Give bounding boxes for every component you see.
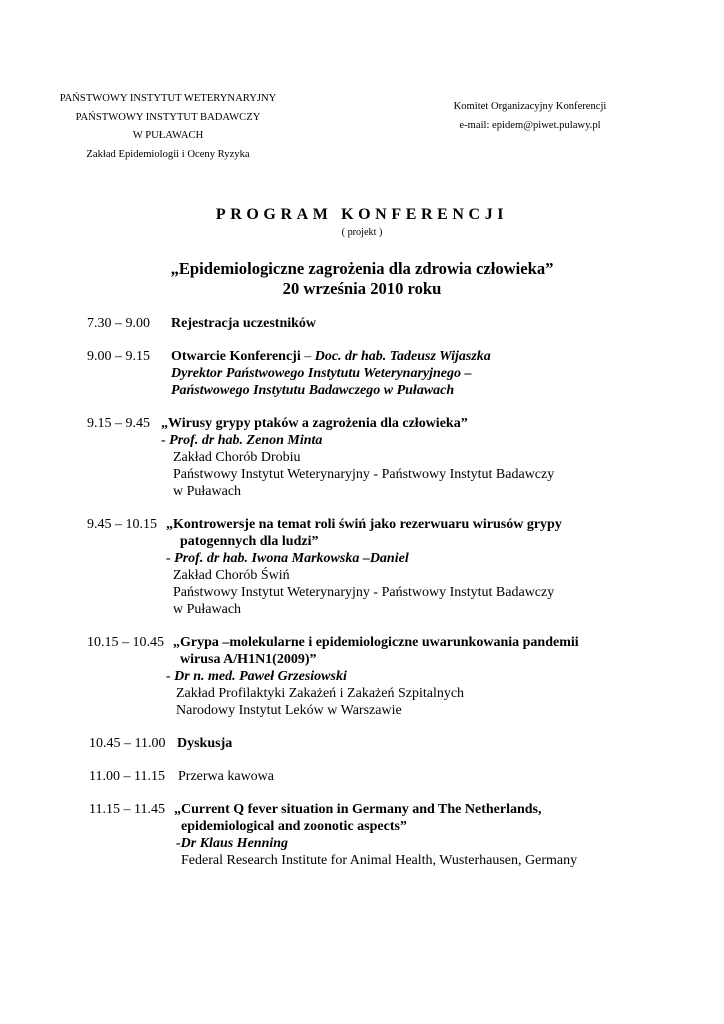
speaker-name: - Prof. dr hab. Iwona Markowska –Daniel xyxy=(166,551,409,566)
schedule-time: 7.30 – 9.00 xyxy=(87,316,150,331)
schedule-entry xyxy=(171,348,491,365)
schedule-title: „Wirusy grypy ptaków a zagrożenia dla człowieka” xyxy=(161,416,468,431)
affiliation-line: Narodowy Instytut Leków w Warszawie xyxy=(176,703,402,718)
institute-line: PAŃSTWOWY INSTYTUT WETERYNARYJNY xyxy=(59,93,277,104)
conference-title xyxy=(0,259,724,299)
affiliation-line: w Puławach xyxy=(173,484,242,499)
committee-header xyxy=(440,98,620,135)
institute-header xyxy=(46,90,290,164)
schedule-time: 9.15 – 9.45 xyxy=(87,416,150,431)
speaker-name: - Dr n. med. Paweł Grzesiowski xyxy=(166,669,347,684)
speaker-name: - Prof. dr hab. Zenon Minta xyxy=(161,433,323,448)
committee-name: Komitet Organizacyjny Konferencji xyxy=(453,101,607,112)
affiliation-line: Państwowy Instytut Weterynaryjny - Państwowy Instytut Badawczy xyxy=(173,585,555,600)
schedule-time: 9.45 – 10.15 xyxy=(87,517,157,532)
schedule-title: „Kontrowersje na temat roli świń jako rezerwuaru wirusów grypy xyxy=(166,517,562,532)
speaker-name: Doc. dr hab. Tadeusz Wijaszka xyxy=(314,349,491,364)
schedule-time: 11.15 – 11.45 xyxy=(89,802,165,817)
affiliation-line: Zakład Chorób Świń xyxy=(173,568,290,583)
schedule-title: „Grypa –molekularne i epidemiologiczne uwarunkowania pandemii xyxy=(173,635,579,650)
institute-line: W PUŁAWACH xyxy=(132,130,204,141)
schedule-title: „Current Q fever situation in Germany and The Netherlands, xyxy=(174,802,542,817)
institute-line: PAŃSTWOWY INSTYTUT BADAWCZY xyxy=(75,111,261,123)
speaker-role: Państwowego Instytutu Badawczego w Puławach xyxy=(171,383,455,398)
speaker-role: Dyrektor Państwowego Instytutu Weterynaryjnego – xyxy=(171,366,472,381)
affiliation-line: Zakład Chorób Drobiu xyxy=(173,450,301,465)
schedule-title: Przerwa kawowa xyxy=(178,769,275,784)
program-title: PROGRAM KONFERENCJI xyxy=(215,206,509,223)
schedule-time: 10.15 – 10.45 xyxy=(87,635,164,650)
affiliation-line: Zakład Profilaktyki Zakażeń i Zakażeń Szpitalnych xyxy=(176,686,465,701)
schedule-title-cont: wirusa A/H1N1(2009)” xyxy=(180,652,317,667)
committee-email: e-mail: epidem@piwet.pulawy.pl xyxy=(459,119,601,131)
affiliation-line: Państwowy Instytut Weterynaryjny - Państwowy Instytut Badawczy xyxy=(173,467,555,482)
speaker-name: -Dr Klaus Henning xyxy=(176,836,289,851)
separator: – xyxy=(300,349,315,364)
affiliation-line: Federal Research Institute for Animal Health, Wusterhausen, Germany xyxy=(181,853,578,868)
affiliation-line: w Puławach xyxy=(173,602,242,617)
institute-line: Zakład Epidemiologii i Oceny Ryzyka xyxy=(86,148,250,160)
schedule-title: Rejestracja uczestników xyxy=(171,316,317,331)
conference-name: „Epidemiologiczne zagrożenia dla zdrowia człowieka” xyxy=(170,259,554,278)
program-subtitle: ( projekt ) xyxy=(341,227,383,238)
schedule-time: 10.45 – 11.00 xyxy=(89,736,166,751)
conference-date: 20 września 2010 roku xyxy=(282,279,442,298)
schedule-title: Dyskusja xyxy=(177,736,233,751)
schedule-time: 11.00 – 11.15 xyxy=(89,769,165,784)
schedule-title-cont: patogennych dla ludzi” xyxy=(180,534,319,549)
schedule-time: 9.00 – 9.15 xyxy=(87,349,150,364)
schedule-title-cont: epidemiological and zoonotic aspects” xyxy=(181,819,407,834)
schedule-title: Otwarcie Konferencji xyxy=(171,349,301,364)
